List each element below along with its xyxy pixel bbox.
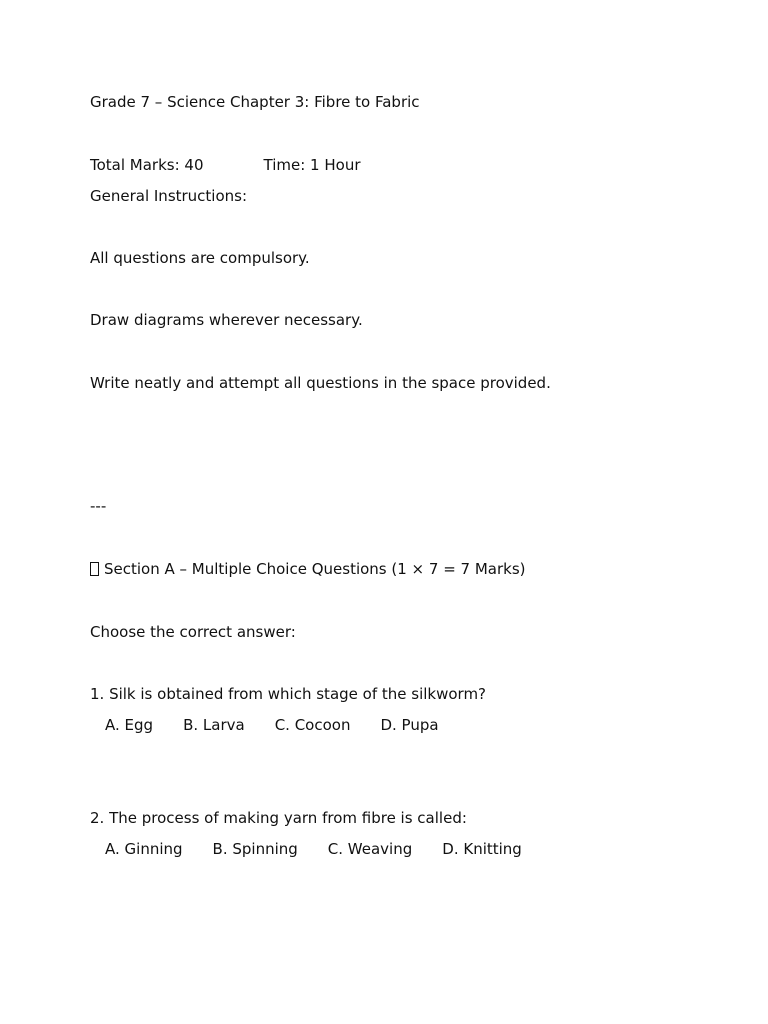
document-title: Grade 7 – Science Chapter 3: Fibre to Fabric: [90, 93, 420, 111]
instruction-item: Draw diagrams wherever necessary.: [90, 311, 363, 329]
marks-time-row: [90, 155, 361, 175]
option: D. Pupa: [380, 716, 439, 734]
missing-glyph-icon: [90, 562, 99, 576]
question-options: [105, 715, 439, 735]
option: B. Larva: [183, 716, 245, 734]
option: C. Cocoon: [274, 716, 351, 734]
separator: ---: [90, 497, 107, 515]
instruction-item: Write neatly and attempt all questions in the space provided.: [90, 374, 551, 392]
option: A. Ginning: [105, 840, 183, 858]
instructions-heading: General Instructions:: [90, 187, 248, 205]
question-text: 1. Silk is obtained from which stage of the silkworm?: [90, 685, 487, 703]
section-a-prompt: Choose the correct answer:: [90, 623, 296, 641]
option: B. Spinning: [212, 840, 298, 858]
option: C. Weaving: [327, 840, 413, 858]
option: A. Egg: [105, 716, 154, 734]
section-a-title: Section A – Multiple Choice Questions (1 × 7 = 7 Marks): [104, 560, 526, 578]
time-limit: Time: 1 Hour: [263, 156, 361, 174]
question-options: [105, 839, 522, 859]
total-marks: Total Marks: 40: [90, 156, 204, 174]
question-text: 2. The process of making yarn from fibre is called:: [90, 809, 467, 827]
instruction-item: All questions are compulsory.: [90, 249, 310, 267]
section-a-heading: [90, 559, 526, 579]
option: D. Knitting: [442, 840, 522, 858]
